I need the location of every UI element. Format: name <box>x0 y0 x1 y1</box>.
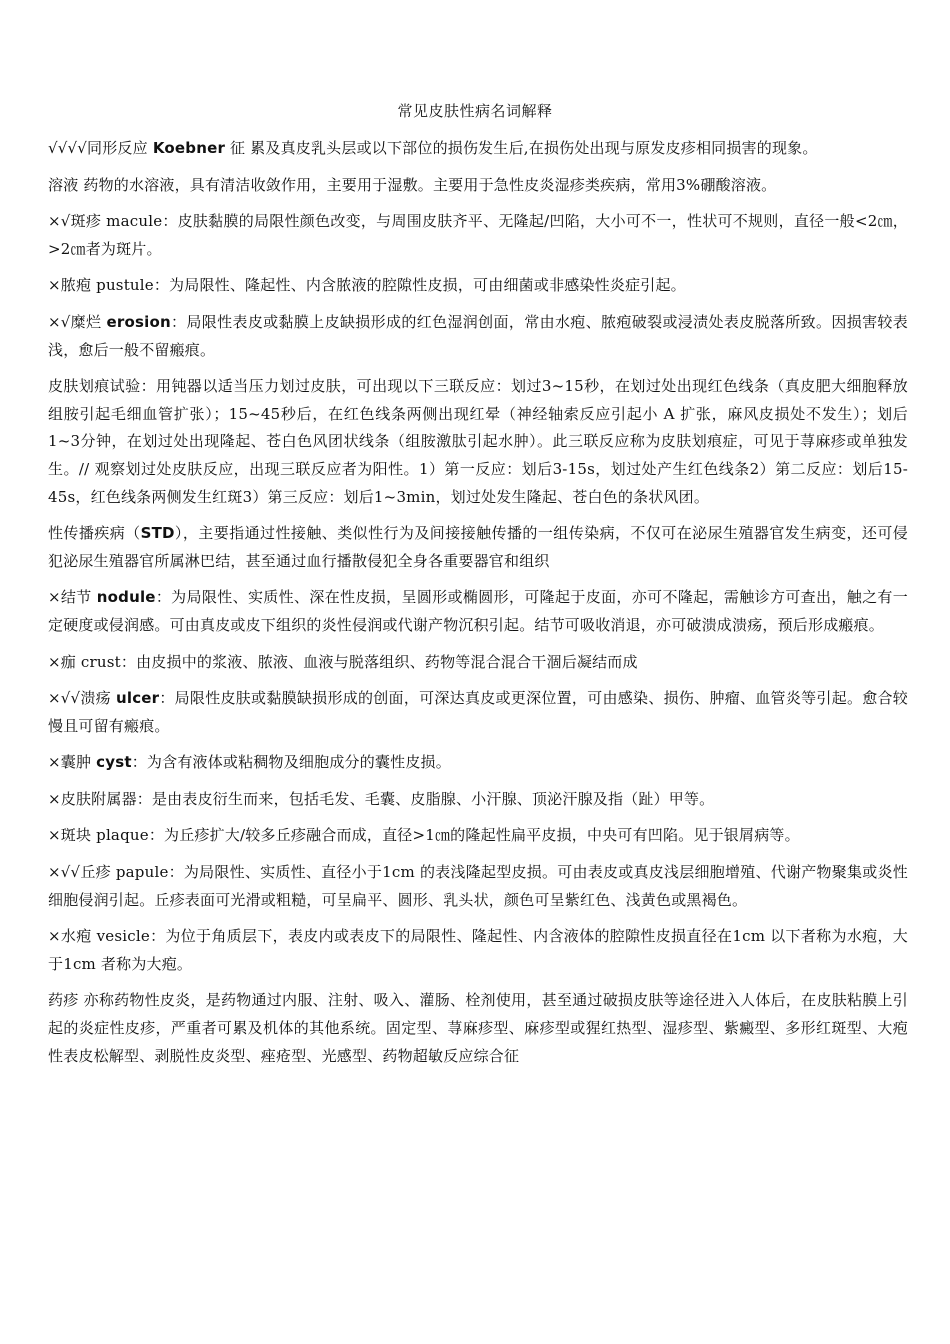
paragraph-appendages <box>48 786 908 814</box>
paragraph-prefix: ×√√溃疡 <box>48 689 116 708</box>
paragraph-prefix: ×√糜烂 <box>48 312 107 331</box>
paragraph-drug-eruption <box>48 987 908 1070</box>
paragraph-text: 药疹 亦称药物性皮炎，是药物通过内服、注射、吸入、灌肠、栓剂使用，甚至通过破损皮肤等途径进入人体后，在皮肤粘膜上引起的炎症性皮疹，严重者可累及机体的其他系统。固定型、荨麻疹型、麻疹型或猩红热型、湿疹型、紫癜型、多形红斑型、大疱性表皮松解型、剥脱性皮炎型、痤疮型、光感型、药物超敏反应综合征 <box>48 991 908 1065</box>
paragraph-prefix: ×结节 <box>48 588 97 607</box>
paragraph-nodule <box>48 584 908 639</box>
document-title: 常见皮肤性病名词解释 <box>397 102 553 120</box>
paragraph-text: ×√√丘疹 papule：为局限性、实质性、直径小于1cm 的表浅隆起型皮损。可由表皮或真皮浅层细胞增殖、代谢产物聚集或炎性细胞侵润引起。丘疹表面可光滑或粗糙，可呈扁平、圆形、乳头状，颜色可呈紫红色、浅黄色或黑褐色。 <box>48 863 908 909</box>
paragraph-prefix: √√√√同形反应 <box>48 139 153 157</box>
paragraph-solution <box>48 172 908 200</box>
paragraph-term: STD <box>140 524 175 543</box>
paragraph-text: ：局限性表皮或黏膜上皮缺损形成的红色湿润创面，常由水疱、脓疱破裂或浸渍处表皮脱落所致。因损害较表浅，愈后一般不留瘢痕。 <box>48 312 908 359</box>
paragraph-text: ），主要指通过性接触、类似性行为及间接接触传播的一组传染病，不仅可在泌尿生殖器官发生病变，还可侵犯泌尿生殖器官所属淋巴结，甚至通过血行播散侵犯全身各重要器官和组织 <box>48 524 909 570</box>
paragraph-vesicle <box>48 923 908 978</box>
paragraph-term: Koebner <box>152 139 226 157</box>
paragraph-koebner <box>48 135 908 163</box>
paragraph-term: nodule <box>96 588 156 607</box>
paragraph-papule <box>48 859 908 914</box>
paragraph-pustule <box>48 272 908 300</box>
paragraph-dermographism <box>48 373 908 511</box>
paragraph-macule <box>48 208 908 263</box>
paragraph-cyst <box>48 749 908 777</box>
paragraph-prefix: ×囊肿 <box>48 753 97 772</box>
paragraph-erosion <box>48 309 908 364</box>
paragraph-ulcer <box>48 685 908 740</box>
paragraph-term: cyst <box>96 753 132 772</box>
paragraph-plaque <box>48 822 908 850</box>
paragraph-std <box>48 520 908 575</box>
paragraph-text: ×皮肤附属器：是由表皮衍生而来，包括毛发、毛囊、皮脂腺、小汗腺、顶泌汗腺及指（趾）甲等。 <box>48 789 715 808</box>
paragraph-text: ×脓疱 pustule：为局限性、隆起性、内含脓液的腔隙性皮损，可由细菌或非感染性炎症引起。 <box>48 276 686 295</box>
paragraph-text: ：局限性皮肤或黏膜缺损形成的创面，可深达真皮或更深位置，可由感染、损伤、肿瘤、血管炎等引起。愈合较慢且可留有瘢痕。 <box>48 689 909 735</box>
paragraph-text: ×痂 crust：由皮损中的浆液、脓液、血液与脱落组织、药物等混合混合干涸后凝结而成 <box>48 652 638 671</box>
paragraph-text: ：为局限性、实质性、深在性皮损，呈圆形或椭圆形，可隆起于皮面，亦可不隆起，需触诊方可查出，触之有一定硬度或侵润感。可由真皮或皮下组织的炎性侵润或代谢产物沉积引起。结节可吸收消退，亦可破溃成溃疡，预后形成瘢痕。 <box>48 588 908 634</box>
paragraph-text: 征 累及真皮乳头层或以下部位的损伤发生后,在损伤处出现与原发皮疹相同损害的现象。 <box>225 139 818 157</box>
paragraph-text: ×√斑疹 macule：皮肤黏膜的局限性颜色改变，与周围皮肤齐平、无隆起/凹陷，大小可不一，性状可不规则，直径一般<2㎝，>2㎝者为斑片。 <box>48 212 908 258</box>
paragraph-crust <box>48 649 908 677</box>
paragraph-text: 皮肤划痕试验：用钝器以适当压力划过皮肤，可出现以下三联反应：划过3~15秒，在划过处出现红色线条（真皮肥大细胞释放组胺引起毛细血管扩张）；15~45秒后，在红色线条两侧出现红晕（神经轴索反应引起小 A 扩张，麻风皮损处不发生）；划后1~3分钟，在划过处出现隆起、苍白色风团状线条（组胺激肽引起水肿）。此三联反应称为皮肤划痕症，可见于荨麻疹或单独发生。// 观察划过处皮肤反应，出现三联反应者为阳性。1）第一反应：划后3-15s，划过处产生红色线条2）第二反应：划后15-45s，红色线条两侧发生红斑3）第三反应：划后1~3min，划过处发生隆起、苍白色的条状风团。 <box>48 377 908 506</box>
paragraph-text: ：为含有液体或粘稠物及细胞成分的囊性皮损。 <box>131 753 451 772</box>
paragraph-text: ×水疱 vesicle：为位于角质层下，表皮内或表皮下的局限性、隆起性、内含液体的腔隙性皮损直径在1cm 以下者称为水疱，大于1cm 者称为大疱。 <box>48 927 908 973</box>
paragraph-term: ulcer <box>115 689 160 708</box>
paragraph-prefix: 性传播疾病（ <box>48 524 141 543</box>
document-body <box>48 135 908 1079</box>
paragraph-term: erosion <box>106 312 171 331</box>
paragraph-text: 溶液 药物的水溶液，具有清洁收敛作用，主要用于湿敷。主要用于急性皮炎湿疹类疾病，常用3%硼酸溶液。 <box>48 175 777 194</box>
paragraph-text: ×斑块 plaque：为丘疹扩大/较多丘疹融合而成，直径>1㎝的隆起性扁平皮损，中央可有凹陷。见于银屑病等。 <box>48 826 800 845</box>
